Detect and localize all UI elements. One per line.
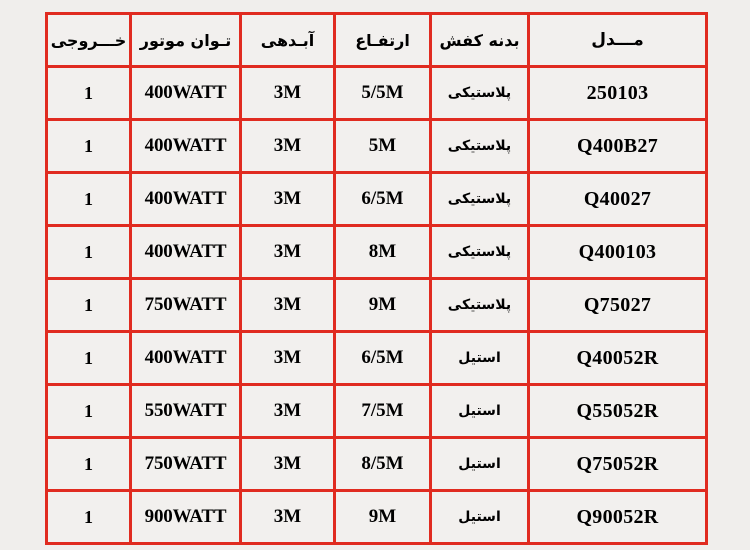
cell-height: 8M xyxy=(335,226,431,279)
cell-height: 9M xyxy=(335,491,431,544)
cell-height: 8/5M xyxy=(335,438,431,491)
column-header-height: ارتفـاع xyxy=(335,14,431,67)
cell-flow: 3M xyxy=(241,332,335,385)
cell-flow: 3M xyxy=(241,226,335,279)
cell-output: 1 xyxy=(47,120,131,173)
cell-model: Q55052R xyxy=(529,385,707,438)
cell-model: Q400103 xyxy=(529,226,707,279)
cell-output: 1 xyxy=(47,226,131,279)
cell-output: 1 xyxy=(47,67,131,120)
cell-body: استیل xyxy=(431,491,529,544)
table-row xyxy=(47,67,707,120)
cell-body: پلاستیکی xyxy=(431,67,529,120)
cell-power: 900WATT xyxy=(131,491,241,544)
cell-output: 1 xyxy=(47,173,131,226)
cell-body: پلاستیکی xyxy=(431,279,529,332)
cell-body: پلاستیکی xyxy=(431,226,529,279)
cell-output: 1 xyxy=(47,385,131,438)
column-header-body: بدنه کفش xyxy=(431,14,529,67)
cell-height: 5M xyxy=(335,120,431,173)
table-row xyxy=(47,173,707,226)
cell-power: 550WATT xyxy=(131,385,241,438)
cell-flow: 3M xyxy=(241,67,335,120)
cell-power: 750WATT xyxy=(131,279,241,332)
cell-output: 1 xyxy=(47,438,131,491)
cell-model: Q400B27 xyxy=(529,120,707,173)
cell-model: Q40052R xyxy=(529,332,707,385)
table-row xyxy=(47,491,707,544)
cell-flow: 3M xyxy=(241,491,335,544)
column-header-flow: آبـدهی xyxy=(241,14,335,67)
cell-height: 9M xyxy=(335,279,431,332)
cell-height: 7/5M xyxy=(335,385,431,438)
table-row xyxy=(47,279,707,332)
column-header-model: مـــدل xyxy=(529,14,707,67)
cell-power: 400WATT xyxy=(131,120,241,173)
cell-height: 6/5M xyxy=(335,332,431,385)
cell-power: 400WATT xyxy=(131,67,241,120)
cell-power: 400WATT xyxy=(131,332,241,385)
cell-model: 250103 xyxy=(529,67,707,120)
table-row xyxy=(47,438,707,491)
cell-height: 5/5M xyxy=(335,67,431,120)
cell-flow: 3M xyxy=(241,385,335,438)
spec-table-container xyxy=(45,12,705,545)
cell-body: استیل xyxy=(431,438,529,491)
table-header xyxy=(47,14,707,67)
cell-flow: 3M xyxy=(241,120,335,173)
cell-power: 400WATT xyxy=(131,226,241,279)
cell-power: 400WATT xyxy=(131,173,241,226)
cell-flow: 3M xyxy=(241,173,335,226)
cell-flow: 3M xyxy=(241,438,335,491)
table-row xyxy=(47,385,707,438)
column-header-power: تـوان موتور xyxy=(131,14,241,67)
cell-output: 1 xyxy=(47,491,131,544)
cell-model: Q90052R xyxy=(529,491,707,544)
cell-power: 750WATT xyxy=(131,438,241,491)
cell-body: پلاستیکی xyxy=(431,120,529,173)
header-row xyxy=(47,14,707,67)
cell-output: 1 xyxy=(47,332,131,385)
table-row xyxy=(47,120,707,173)
pump-specification-table xyxy=(45,12,708,545)
cell-model: Q75027 xyxy=(529,279,707,332)
table-row xyxy=(47,332,707,385)
cell-output: 1 xyxy=(47,279,131,332)
cell-body: پلاستیکی xyxy=(431,173,529,226)
cell-height: 6/5M xyxy=(335,173,431,226)
table-body xyxy=(47,67,707,544)
cell-model: Q75052R xyxy=(529,438,707,491)
table-row xyxy=(47,226,707,279)
cell-body: استیل xyxy=(431,332,529,385)
column-header-output: خـــروجی xyxy=(47,14,131,67)
cell-body: استیل xyxy=(431,385,529,438)
cell-model: Q40027 xyxy=(529,173,707,226)
cell-flow: 3M xyxy=(241,279,335,332)
